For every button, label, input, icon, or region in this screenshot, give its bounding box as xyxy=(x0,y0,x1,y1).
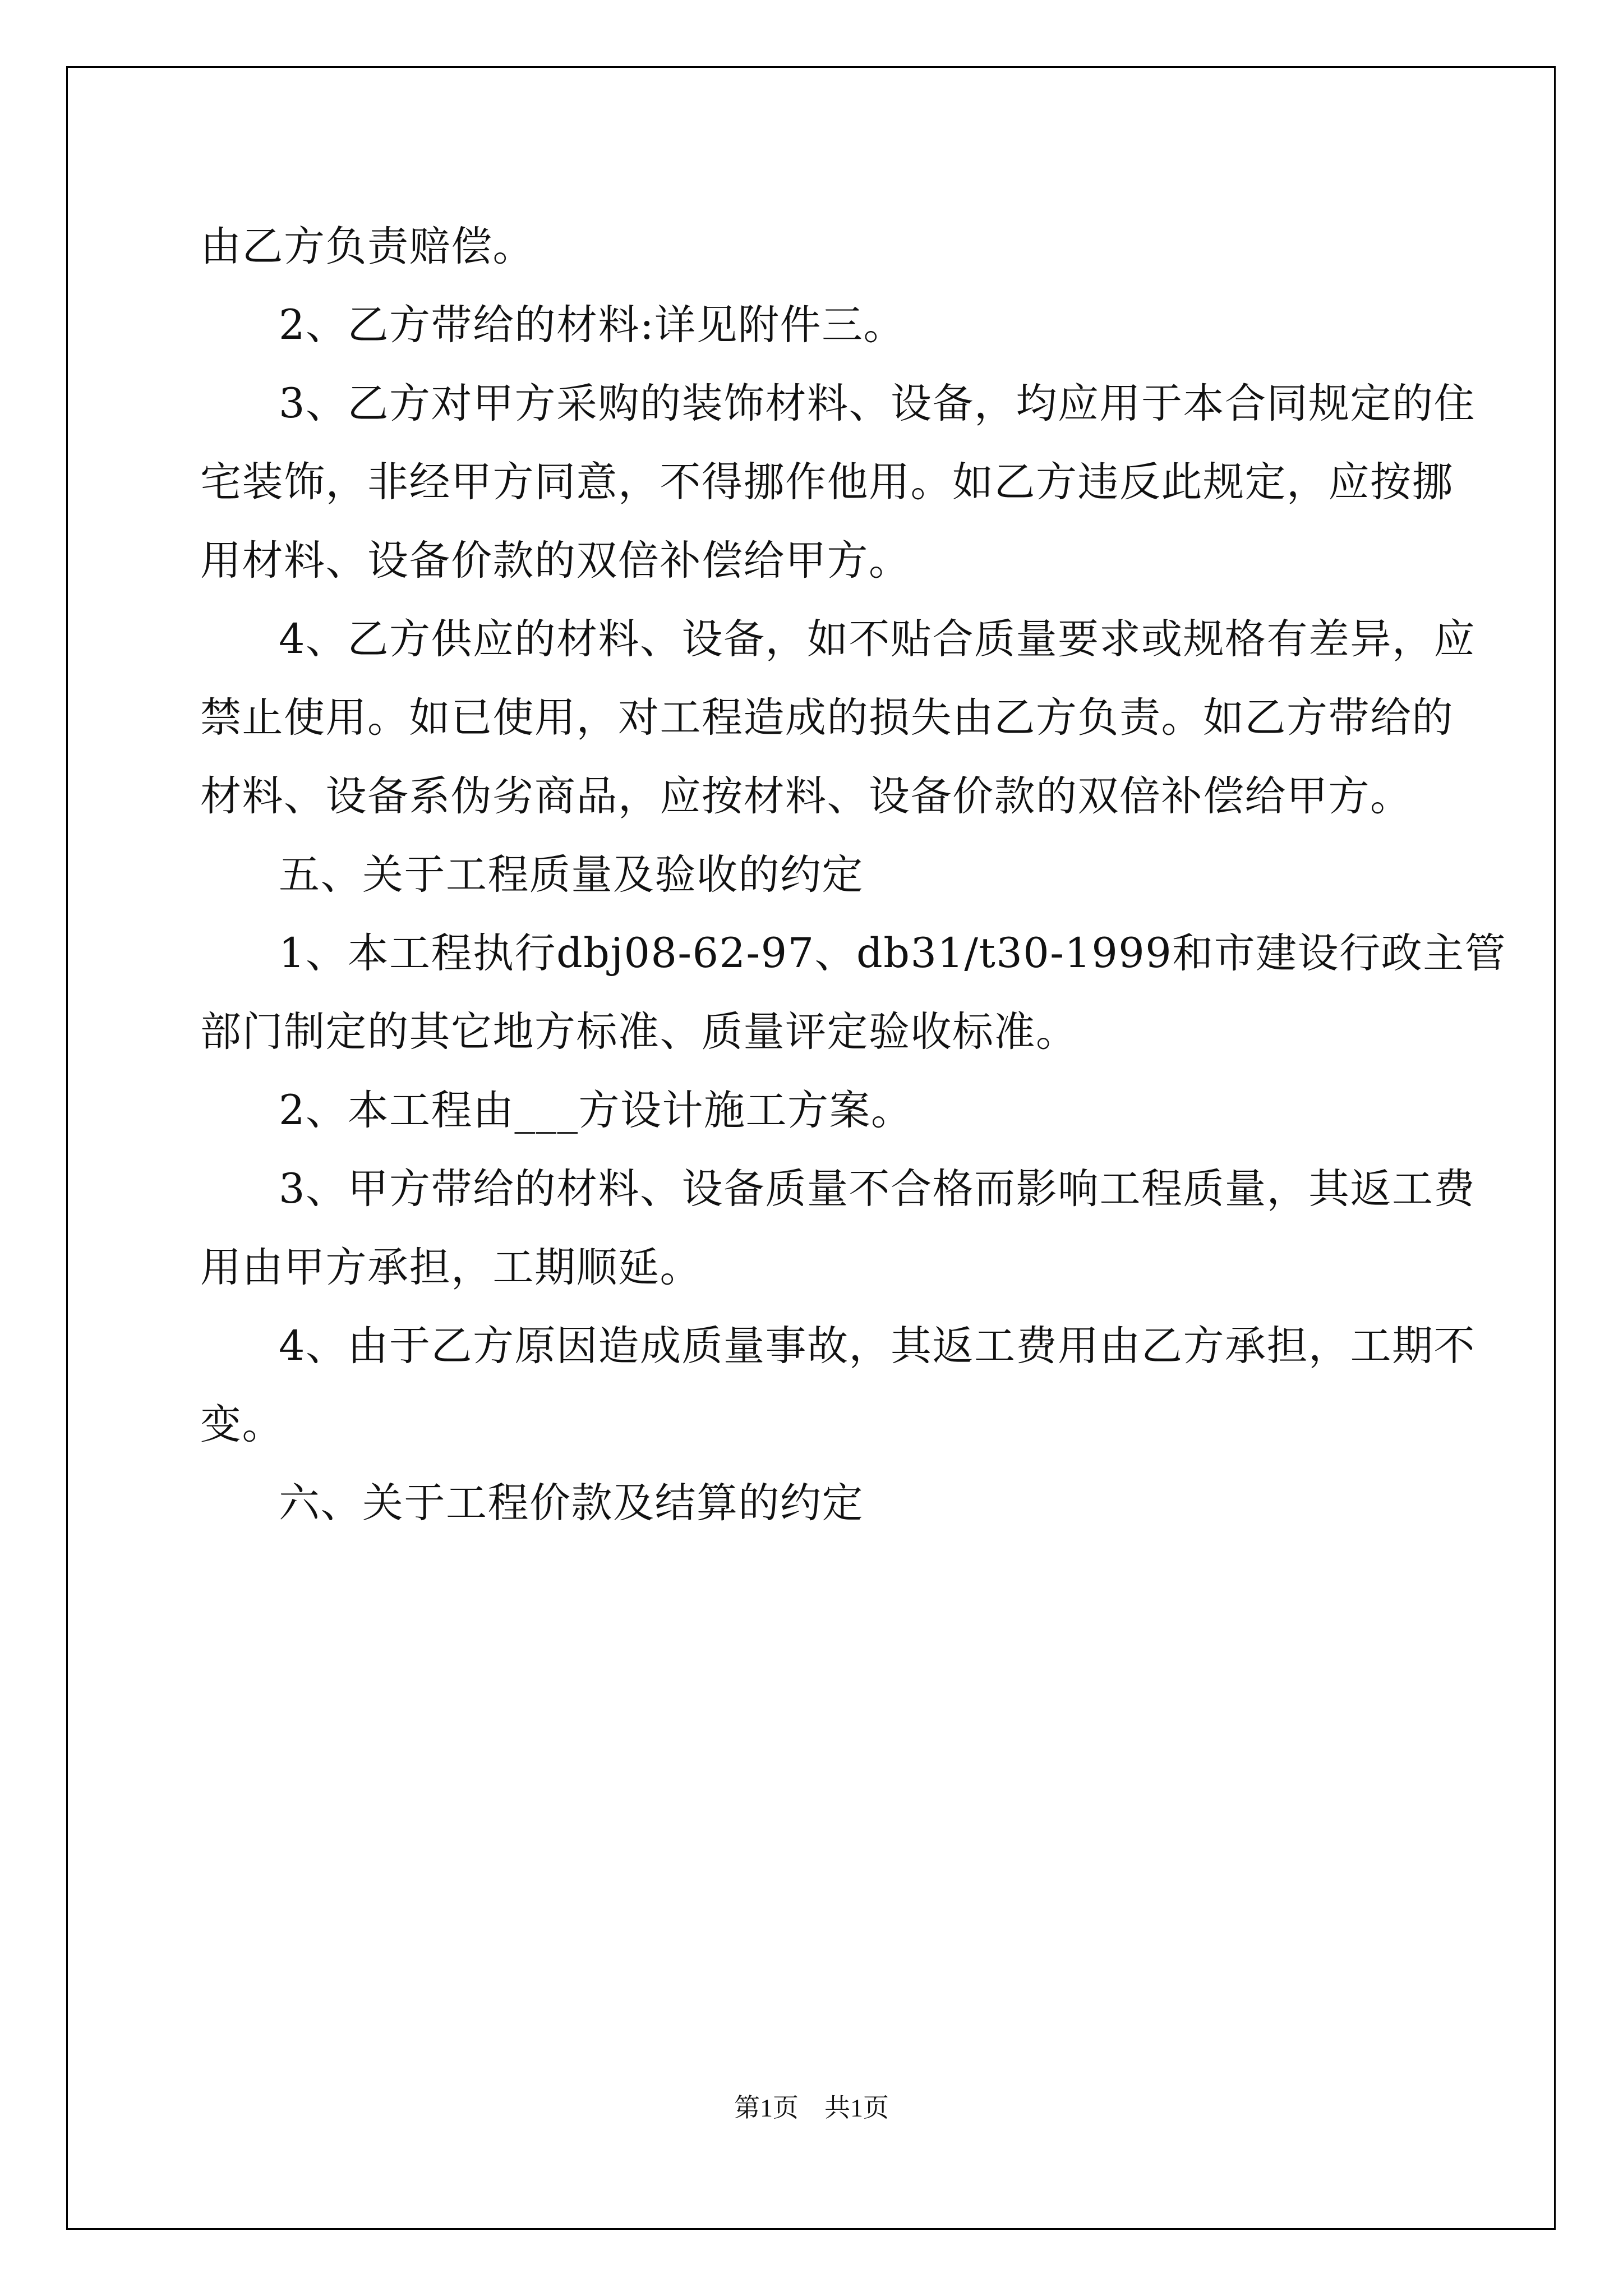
section-heading: 六、关于工程价款及结算的约定 xyxy=(279,1479,864,1527)
paragraph-line: 4、由于乙方原因造成质量事故，其返工费用由乙方承担，工期不 xyxy=(279,1322,1476,1370)
paragraph-line: 材料、设备系伪劣商品，应按材料、设备价款的双倍补偿给甲方。 xyxy=(200,772,1412,820)
paragraph-line: 由乙方负责赔偿。 xyxy=(200,223,534,270)
section-heading: 五、关于工程质量及验收的约定 xyxy=(279,851,864,899)
paragraph-line: 用由甲方承担，工期顺延。 xyxy=(200,1244,702,1291)
paragraph-line: 2、本工程由___方设计施工方案。 xyxy=(279,1087,913,1134)
page-total: 共1页 xyxy=(824,2093,889,2122)
paragraph-line: 1、本工程执行dbj08-62-97、db31/t30-1999和市建设行政主管 xyxy=(279,930,1507,977)
paragraph-line: 3、甲方带给的材料、设备质量不合格而影响工程质量，其返工费 xyxy=(279,1165,1476,1213)
paragraph-line: 部门制定的其它地方标准、质量评定验收标准。 xyxy=(200,1008,1078,1056)
page-footer xyxy=(0,2091,1623,2125)
paragraph-line: 用材料、设备价款的双倍补偿给甲方。 xyxy=(200,537,911,585)
page-number: 第1页 xyxy=(734,2093,799,2122)
paragraph-line: 3、乙方对甲方采购的装饰材料、设备，均应用于本合同规定的住 xyxy=(279,380,1476,427)
paragraph-line: 变。 xyxy=(200,1401,284,1448)
paragraph-line: 宅装饰，非经甲方同意，不得挪作他用。如乙方违反此规定，应按挪 xyxy=(200,458,1454,506)
paragraph-line: 4、乙方供应的材料、设备，如不贴合质量要求或规格有差异，应 xyxy=(279,615,1476,663)
paragraph-line: 禁止使用。如已使用，对工程造成的损失由乙方负责。如乙方带给的 xyxy=(200,694,1454,742)
paragraph-line: 2、乙方带给的材料:详见附件三。 xyxy=(279,301,906,349)
